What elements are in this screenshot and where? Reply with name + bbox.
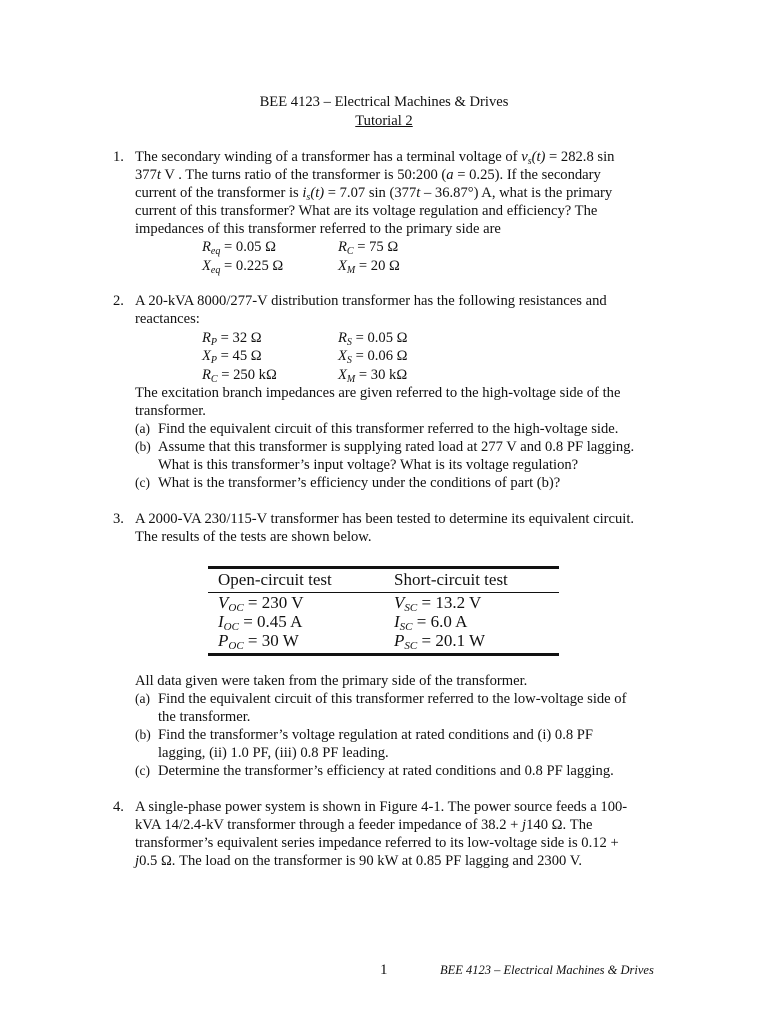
q3-line-2: The results of the tests are shown below. [135,529,372,545]
q3-after: All data given were taken from the primary side of the transformer. [135,673,528,689]
table-cell-isc: ISC = 6.0 A [394,612,468,633]
q2-part-b-cont: What is this transformer’s input voltage? What is its voltage regulation? [158,457,579,473]
q3-part-c-label: (c) [135,763,150,778]
q3-part-b-label: (b) [135,727,151,742]
q1-param-xeq: $X_{eq} = 0.225$ Ω [202,258,284,276]
q2-part-a: Find the equivalent circuit of this transformer referred to the high-voltage side. [158,421,619,437]
q1-param-req: $R_{eq} = 0.05$ Ω [202,239,276,257]
q1-line-5: impedances of this transformer referred to the primary side are [135,221,501,237]
question-1-number: 1. [113,149,124,165]
q3-part-b: Find the transformer’s voltage regulation at rated conditions and (i) 0.8 PF [158,727,594,743]
q4-line-1: A single-phase power system is shown in Figure 4-1. The power source feeds a 100- [135,799,628,815]
q4-line-4: j0.5 Ω. The load on the transformer is 90 kW at 0.85 PF lagging and 2300 V. [135,853,582,869]
q2-after-1: The excitation branch impedances are given referred to the high-voltage side of the [135,385,621,401]
q2-param-xp: $X_P = 45$ Ω [202,348,262,366]
q1-param-rc: $R_C = 75$ Ω [338,239,399,257]
test-results-table [208,566,559,656]
q2-param-xs: $X_S = 0.06$ Ω [338,348,408,366]
q2-after-2: transformer. [135,403,206,419]
q3-part-a: Find the equivalent circuit of this transformer referred to the low-voltage side of [158,691,627,707]
q3-part-a-cont: the transformer. [158,709,251,725]
tutorial-subtitle: Tutorial 2 [355,113,413,129]
table-header-short-circuit: Short-circuit test [394,570,508,589]
page-number: 1 [380,962,388,978]
q1-line-2: 377t V . The turns ratio of the transformer is 50:200 (a = 0.25). If the secondary [135,167,601,183]
table-cell-ioc: IOC = 0.45 A [218,612,303,633]
table-header-open-circuit: Open-circuit test [218,570,332,589]
q4-line-3: transformer’s equivalent series impedance referred to its low-voltage side is 0.12 + [135,835,619,851]
table-cell-vsc: VSC = 13.2 V [394,593,482,614]
question-2-number: 2. [113,293,124,309]
q4-line-2: kVA 14/2.4-kV transformer through a feeder impedance of 38.2 + j140 Ω. The [135,817,593,833]
q3-part-a-label: (a) [135,691,150,706]
q2-param-rp: $R_P = 32$ Ω [202,330,262,348]
q2-part-c-label: (c) [135,475,150,490]
q2-line-2: reactances: [135,311,200,327]
q1-param-xm: $X_M = 20$ Ω [338,258,400,276]
q3-part-c: Determine the transformer’s efficiency at rated conditions and 0.8 PF lagging. [158,763,614,779]
q2-line-1: A 20-kVA 8000/277-V distribution transformer has the following resistances and [135,293,607,309]
table-cell-voc: VOC = 230 V [218,593,304,614]
q2-part-b-label: (b) [135,439,151,454]
table-bottom-rule [208,653,559,656]
q2-param-rs: $R_S = 0.05$ Ω [338,330,408,348]
table-cell-psc: PSC = 20.1 W [394,631,486,652]
footer-course-title: BEE 4123 – Electrical Machines & Drives [440,963,654,977]
q2-param-rc: $R_C = 250$ kΩ [202,367,277,385]
question-3-number: 3. [113,511,124,527]
q2-part-c: What is the transformer’s efficiency under the conditions of part (b)? [158,475,561,491]
q3-part-b-cont: lagging, (ii) 1.0 PF, (iii) 0.8 PF leading. [158,745,389,761]
q1-line-3: current of the transformer is $i_s(t) = 7.07$ sin (377t – 36.87°) A, what is the primary [135,185,613,203]
q1-line-1: The secondary winding of a transformer has a terminal voltage of $v_s(t) = 282.8$ sin [135,149,615,167]
table-top-rule [208,566,559,569]
table-cell-poc: POC = 30 W [218,631,299,652]
q1-line-4: current of this transformer? What are its voltage regulation and efficiency? The [135,203,598,219]
q3-line-1: A 2000-VA 230/115-V transformer has been tested to determine its equivalent circuit. [135,511,635,527]
q2-part-b: Assume that this transformer is supplying rated load at 277 V and 0.8 PF lagging. [158,439,635,455]
question-4-number: 4. [113,799,124,815]
q2-part-a-label: (a) [135,421,150,436]
q2-param-xm: $X_M = 30$ kΩ [338,367,408,385]
document-title: BEE 4123 – Electrical Machines & Drives [259,94,509,110]
